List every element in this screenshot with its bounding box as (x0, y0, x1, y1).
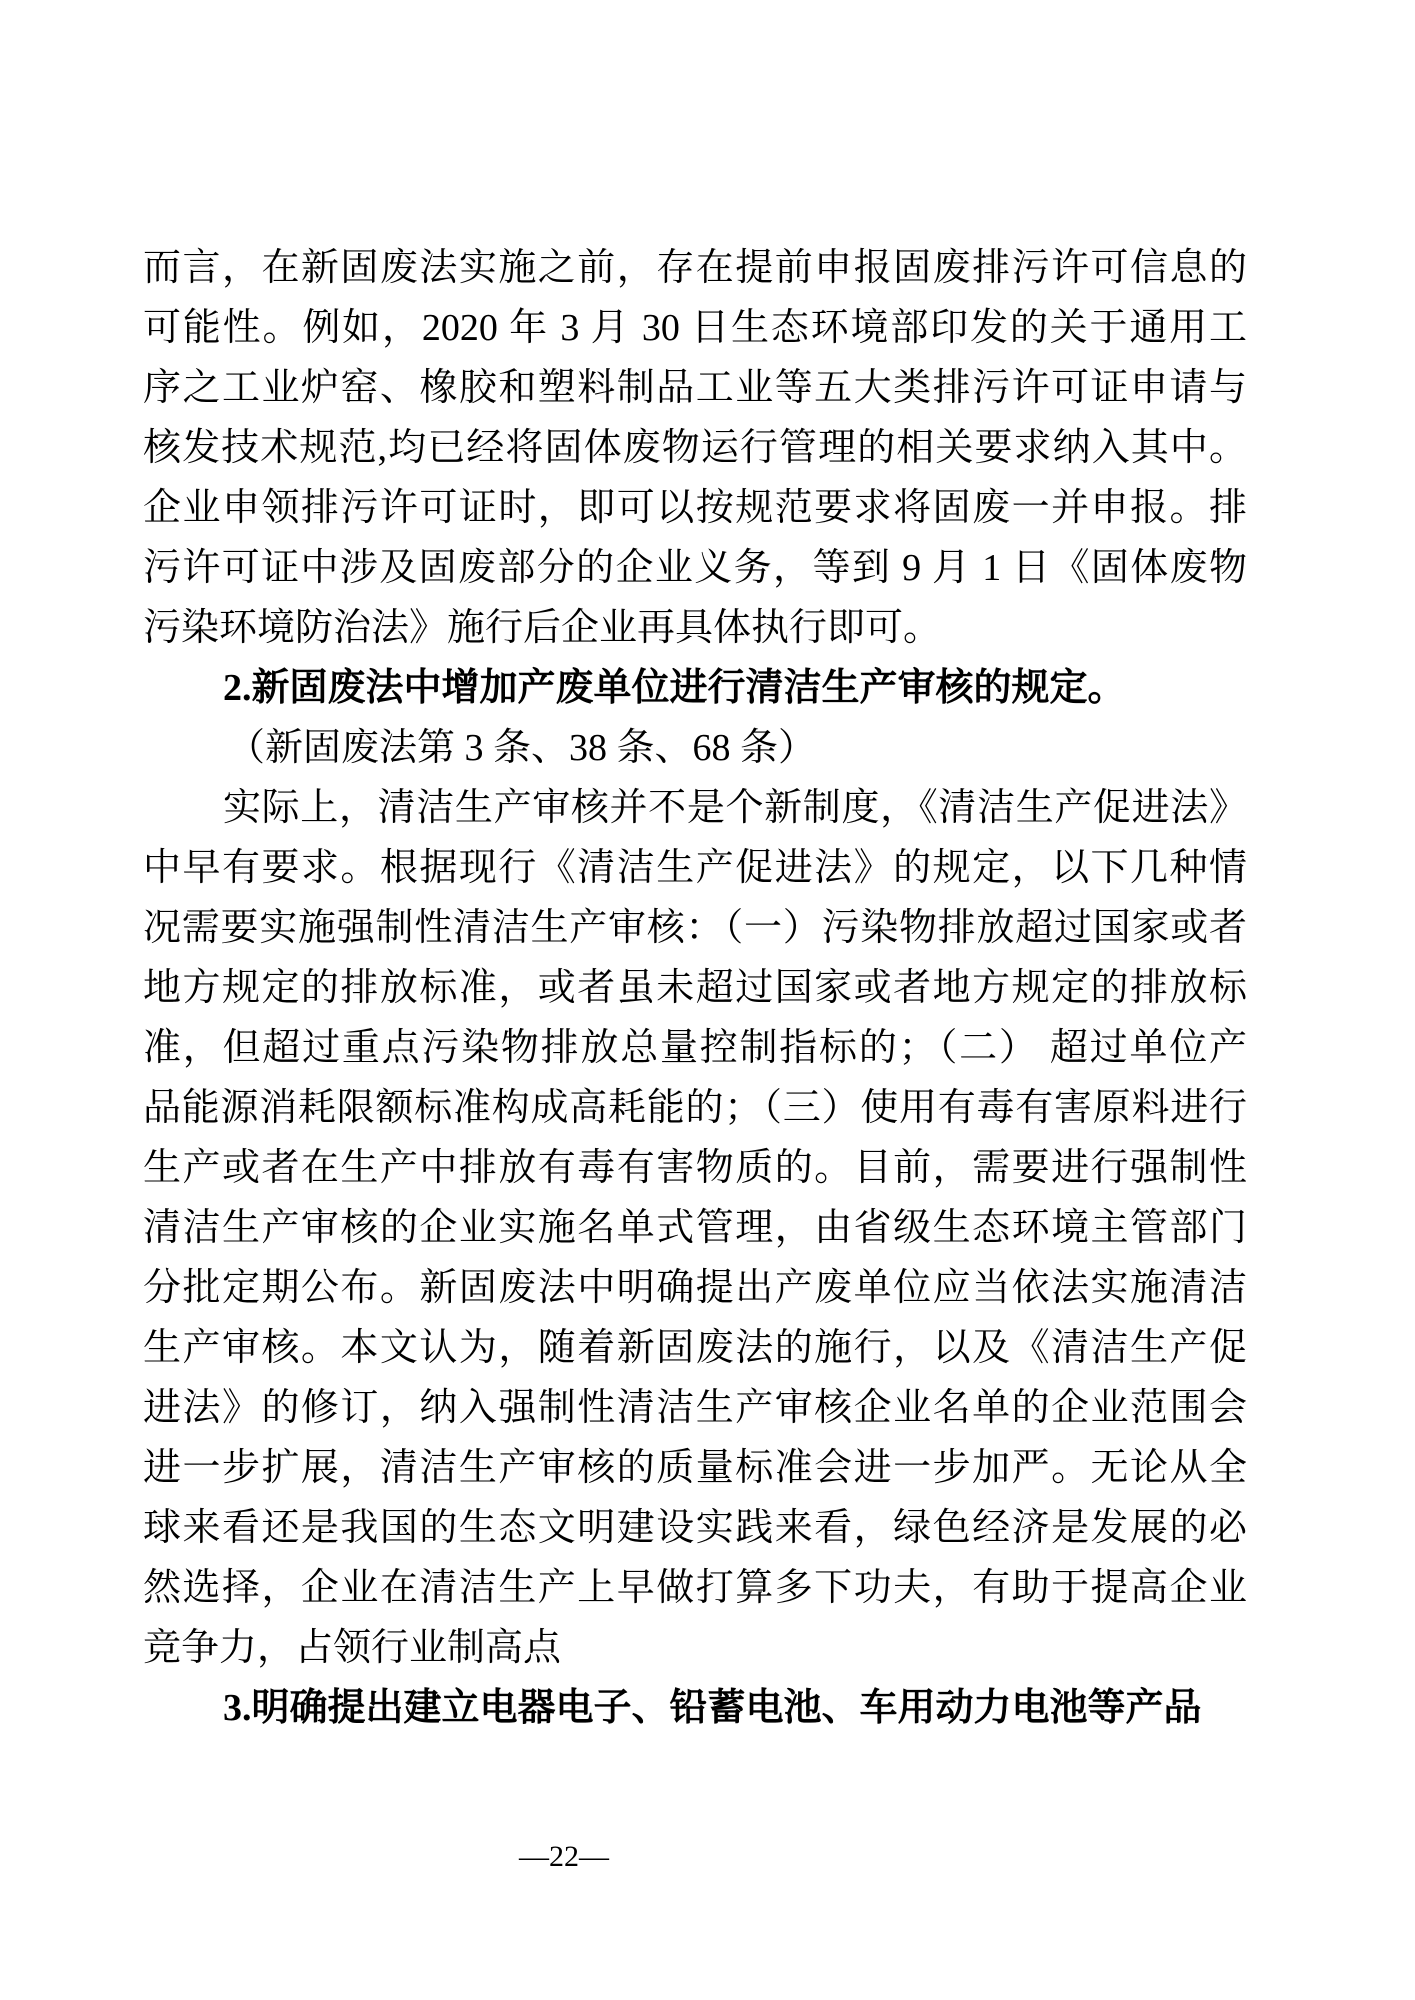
text-line: 序之工业炉窑、橡胶和塑料制品工业等五大类排污许可证申请与 (143, 367, 1247, 409)
text-line: 生产审核。本文认为，随着新固废法的施行，以及《清洁生产促 (143, 1327, 1247, 1369)
text-line: 中早有要求。根据现行《清洁生产促进法》的规定，以下几种情 (143, 847, 1247, 889)
text-line: 核发技术规范,均已经将固体废物运行管理的相关要求纳入其中。 (143, 427, 1247, 469)
text-line: 地方规定的排放标准，或者虽未超过国家或者地方规定的排放标 (143, 967, 1247, 1009)
text-line: 企业申领排污许可证时，即可以按规范要求将固废一并申报。排 (143, 487, 1247, 529)
text-line: 而言，在新固废法实施之前，存在提前申报固废排污许可信息的 (143, 247, 1247, 289)
text-line: （新固废法第 3 条、38 条、68 条） (227, 727, 817, 769)
text-line: 进法》的修订，纳入强制性清洁生产审核企业名单的企业范围会 (143, 1387, 1247, 1429)
text-line: 然选择，企业在清洁生产上早做打算多下功夫，有助于提高企业 (143, 1567, 1247, 1609)
page-number: —22— (519, 1840, 609, 1873)
text-line: 准，但超过重点污染物排放总量控制指标的；（二） 超过单位产 (143, 1027, 1247, 1069)
text-line: 可能性。例如，2020 年 3 月 30 日生态环境部印发的关于通用工 (143, 307, 1247, 349)
document-body (143, 238, 1247, 1738)
text-line: 球来看还是我国的生态文明建设实践来看，绿色经济是发展的必 (143, 1507, 1247, 1549)
text-line: 竞争力，占领行业制高点 (143, 1627, 562, 1669)
text-line: 生产或者在生产中排放有毒有害物质的。目前，需要进行强制性 (143, 1147, 1247, 1189)
text-line: 进一步扩展，清洁生产审核的质量标准会进一步加严。无论从全 (143, 1447, 1247, 1489)
heading-line: 2.新固废法中增加产废单位进行清洁生产审核的规定。 (223, 667, 1126, 709)
text-line: 污染环境防治法》施行后企业再具体执行即可。 (143, 607, 942, 649)
text-line: 品能源消耗限额标准构成高耗能的；（三）使用有毒有害原料进行 (143, 1087, 1247, 1129)
text-line: 实际上，清洁生产审核并不是个新制度，《清洁生产促进法》 (223, 787, 1247, 829)
text-line: 况需要实施强制性清洁生产审核：（一）污染物排放超过国家或者 (143, 907, 1247, 949)
heading-line: 3.明确提出建立电器电子、铅蓄电池、车用动力电池等产品 (223, 1687, 1202, 1729)
text-line: 分批定期公布。新固废法中明确提出产废单位应当依法实施清洁 (143, 1267, 1247, 1309)
text-line: 清洁生产审核的企业实施名单式管理，由省级生态环境主管部门 (143, 1207, 1247, 1249)
text-line: 污许可证中涉及固废部分的企业义务，等到 9 月 1 日《固体废物 (143, 547, 1247, 589)
